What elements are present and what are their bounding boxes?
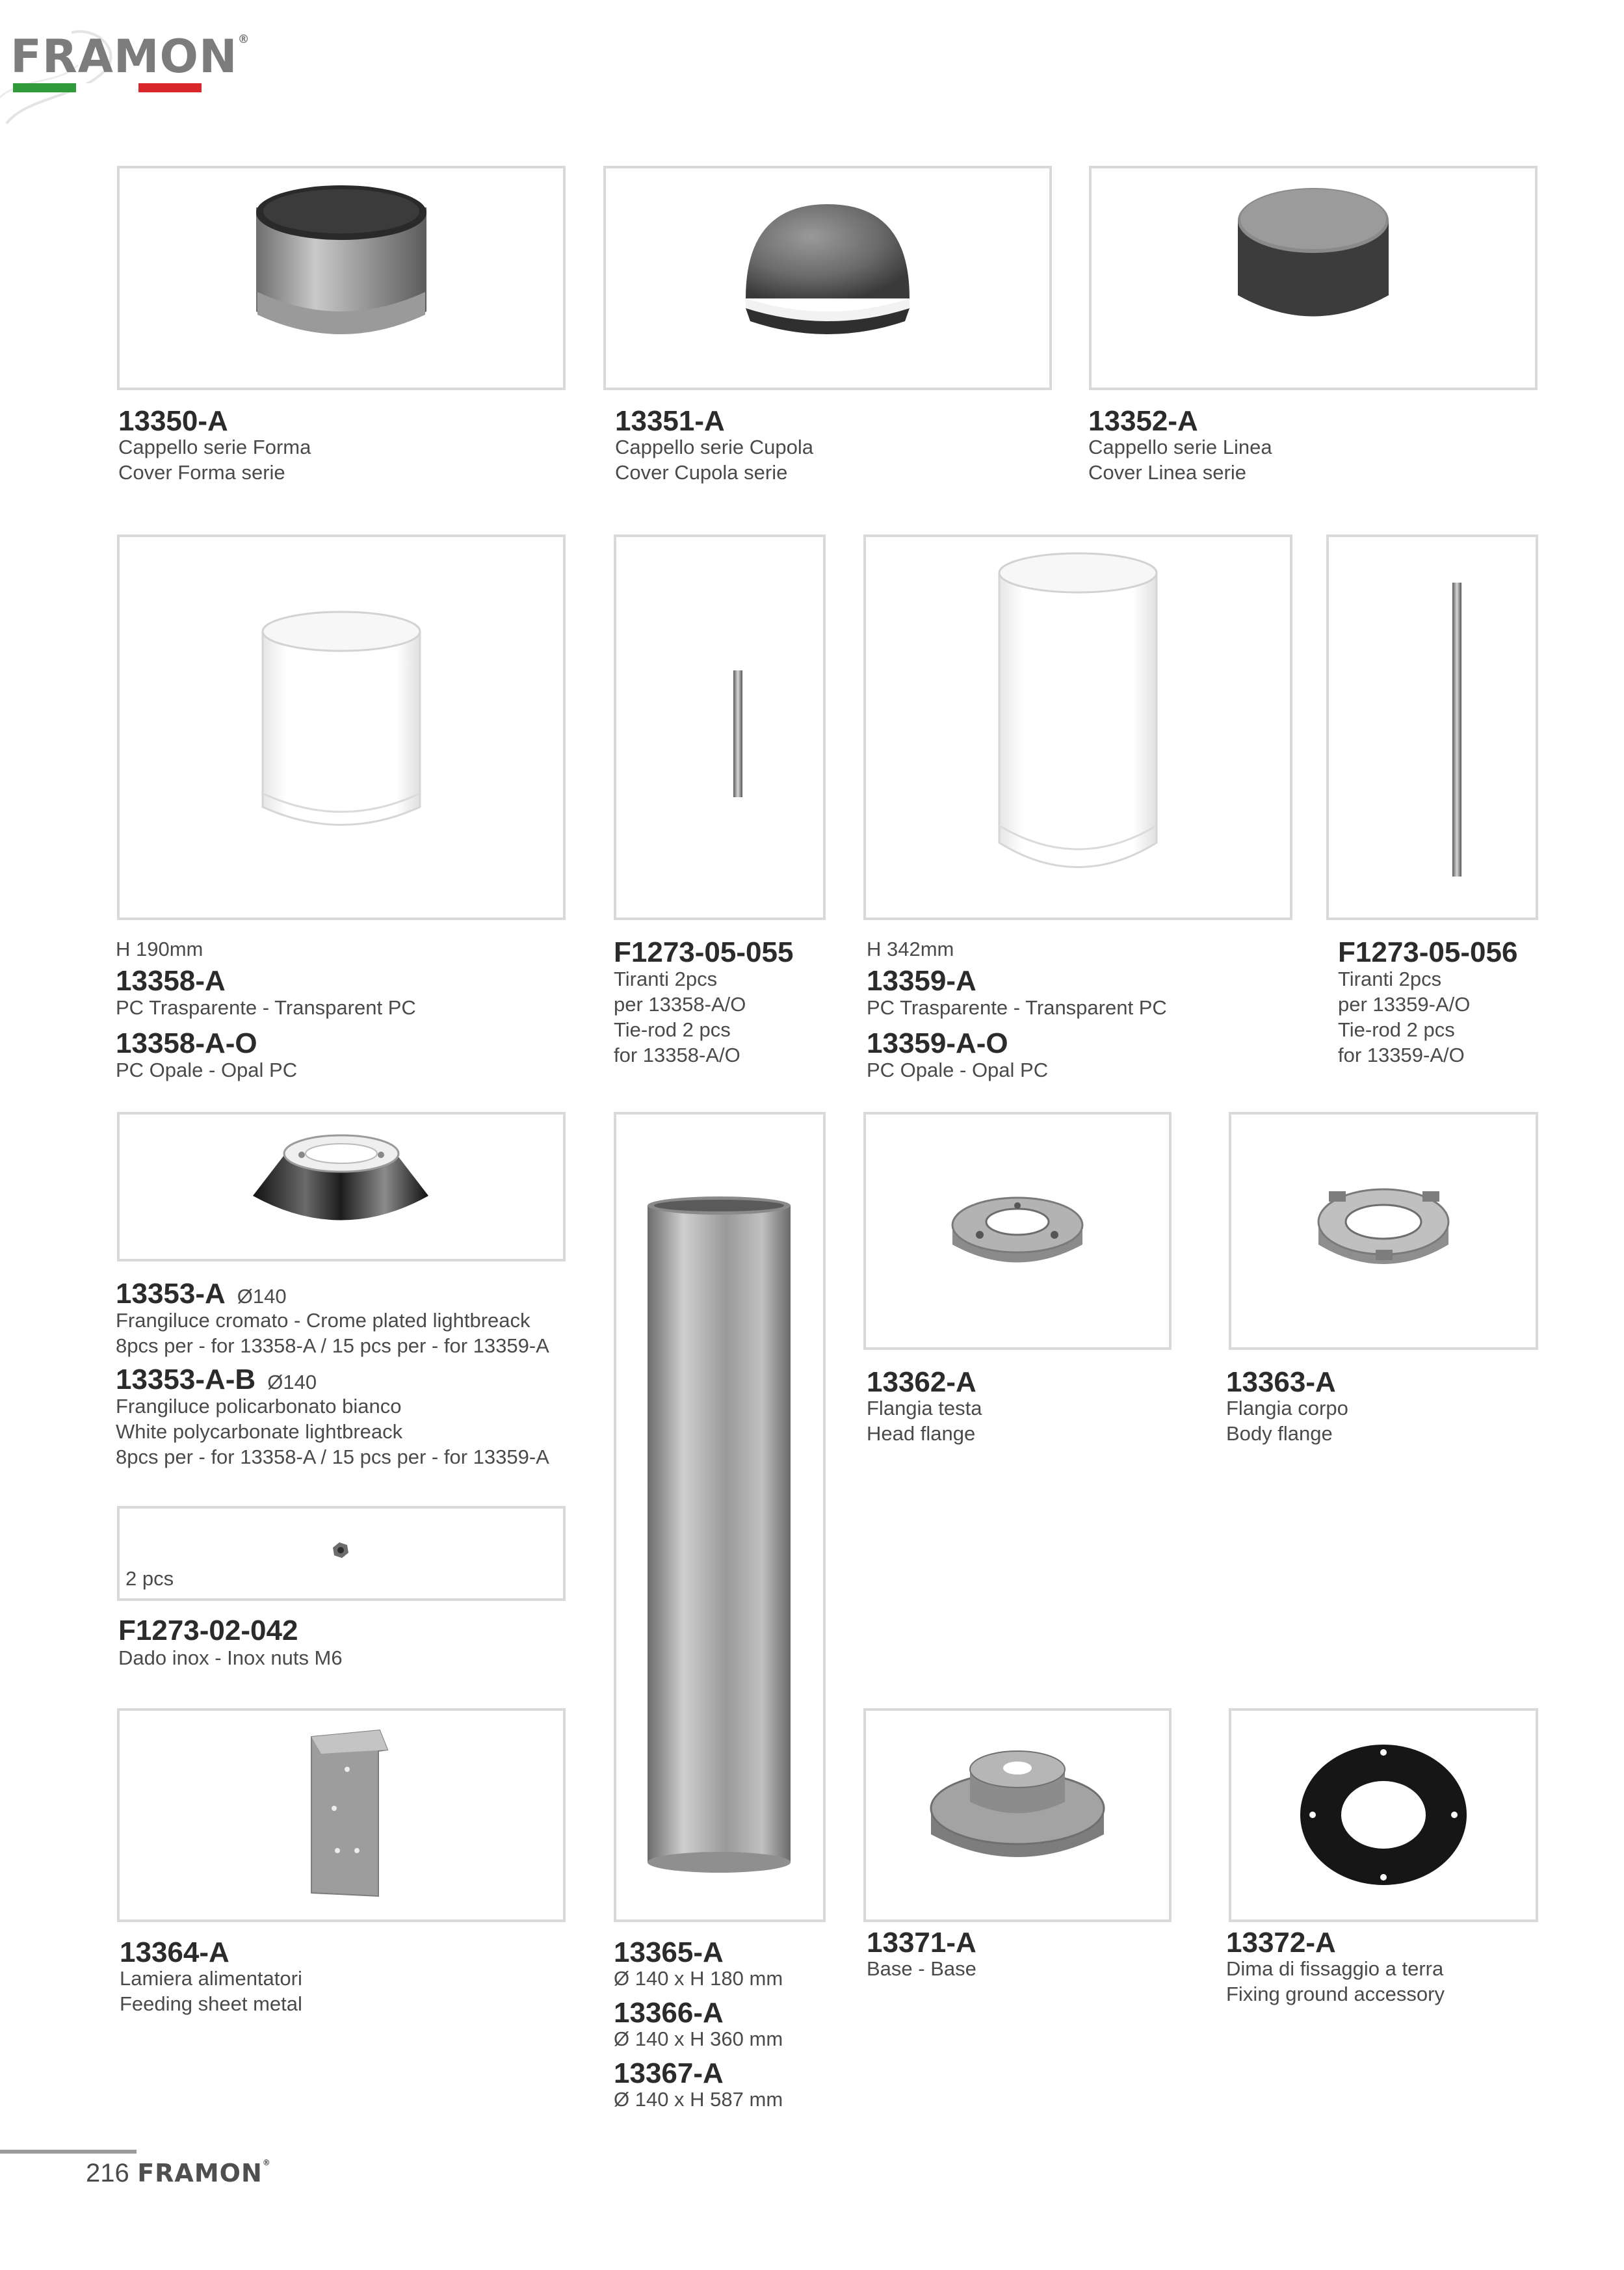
product-code: 13367-A: [614, 2057, 724, 2089]
product-code: 13364-A: [120, 1936, 229, 1968]
product-desc-line: 8pcs per - for 13358-A / 15 pcs per - for 13359-A: [116, 1445, 549, 1468]
product-diameter: Ø140: [267, 1371, 317, 1393]
forma-cap-icon: [120, 168, 563, 388]
product-code-opal: 13359-A-O: [867, 1027, 1008, 1059]
product-code-text: 13353-A-B: [116, 1364, 256, 1395]
product-code-b: [116, 1366, 317, 1394]
product-desc-line: for 13358-A/O: [614, 1044, 740, 1066]
product-desc-en: Fixing ground accessory: [1226, 1983, 1445, 2005]
product-code: 13351-A: [615, 405, 725, 437]
base-icon: [866, 1711, 1169, 1920]
product-image-13372: [1229, 1708, 1538, 1922]
product-code: F1273-05-056: [1338, 936, 1518, 968]
product-desc-it: Flangia corpo: [1226, 1397, 1348, 1419]
product-desc-line: White polycarbonate lightbreack: [116, 1420, 403, 1443]
product-image-13362: [863, 1112, 1172, 1350]
page-number: 216: [86, 2159, 129, 2187]
product-code: 13363-A: [1226, 1366, 1336, 1398]
ground-fixing-ring-icon: [1231, 1711, 1536, 1920]
product-desc-line: per 13358-A/O: [614, 993, 746, 1016]
product-desc-it: Lamiera alimentatori: [120, 1967, 302, 1990]
logo-registered-mark: ®: [237, 33, 250, 46]
product-desc: Ø 140 x H 360 mm: [614, 2027, 783, 2050]
product-image-13358: [117, 535, 566, 920]
product-desc-it: Dima di fissaggio a terra: [1226, 1957, 1444, 1980]
product-desc-en: Head flange: [867, 1422, 976, 1445]
product-desc-it: Flangia testa: [867, 1397, 982, 1419]
header-logo: [0, 0, 250, 130]
product-desc: PC Trasparente - Transparent PC: [867, 996, 1167, 1019]
product-height: H 342mm: [867, 938, 954, 960]
product-image-13365: [614, 1112, 826, 1922]
sheet-metal-icon: [120, 1711, 563, 1920]
product-code: F1273-05-055: [614, 936, 794, 968]
product-desc-line: Frangiluce cromato - Crome plated lightbreack: [116, 1309, 530, 1332]
product-diameter: Ø140: [237, 1285, 287, 1308]
product-desc-it: Cappello serie Linea: [1088, 436, 1272, 458]
product-desc-it: Cappello serie Cupola: [615, 436, 814, 458]
product-desc-line: for 13359-A/O: [1338, 1044, 1465, 1066]
product-image-13364: [117, 1708, 566, 1922]
product-image-F1273-02-042: [117, 1506, 566, 1601]
product-desc-line: per 13359-A/O: [1338, 993, 1471, 1016]
product-code: 13362-A: [867, 1366, 976, 1398]
product-code-text: 13353-A: [116, 1278, 226, 1310]
product-desc-en: Cover Linea serie: [1088, 461, 1246, 484]
product-code: 13371-A: [867, 1927, 976, 1959]
hex-nut-icon: [120, 1509, 563, 1598]
logo-brand-text: FRAMON: [10, 30, 238, 83]
product-code: 13358-A: [116, 965, 226, 997]
product-code: 13365-A: [614, 1936, 724, 1968]
product-desc-line: Frangiluce policarbonato bianco: [116, 1395, 402, 1418]
product-desc-line: Tiranti 2pcs: [1338, 968, 1442, 990]
product-image-F1273-05-055: [614, 535, 826, 920]
product-desc-en: Cover Forma serie: [118, 461, 285, 484]
footer: [86, 2159, 271, 2191]
product-code: 13350-A: [118, 405, 228, 437]
product-code: 13372-A: [1226, 1927, 1336, 1959]
product-desc: PC Trasparente - Transparent PC: [116, 996, 416, 1019]
product-code: F1273-02-042: [118, 1615, 298, 1646]
product-image-13350: [117, 166, 566, 390]
product-image-F1273-05-056: [1326, 535, 1538, 920]
body-flange-icon: [1231, 1115, 1536, 1347]
product-image-13363: [1229, 1112, 1538, 1350]
product-desc-opal: PC Opale - Opal PC: [116, 1059, 298, 1081]
tie-rod-icon: [616, 537, 823, 917]
product-desc-line: Tie-rod 2 pcs: [1338, 1018, 1455, 1041]
footer-brand: [137, 2159, 271, 2187]
logo-flag-stripe: [13, 83, 202, 92]
product-desc-opal: PC Opale - Opal PC: [867, 1059, 1049, 1081]
transparent-cylinder-icon: [120, 537, 563, 917]
product-desc-line: 8pcs per - for 13358-A / 15 pcs per - for 13359-A: [116, 1334, 549, 1357]
product-code: [116, 1280, 287, 1308]
lightbreak-ring-icon: [120, 1115, 563, 1259]
product-desc-en: Cover Cupola serie: [615, 461, 788, 484]
head-flange-icon: [866, 1115, 1169, 1347]
product-quantity: 2 pcs: [125, 1567, 174, 1590]
product-desc-line: Tiranti 2pcs: [614, 968, 718, 990]
cupola-cap-icon: [606, 168, 1049, 388]
tube-icon: [616, 1115, 823, 1920]
product-desc: Ø 140 x H 587 mm: [614, 2088, 783, 2111]
product-image-13353: [117, 1112, 566, 1261]
product-code: 13366-A: [614, 1997, 724, 2029]
product-desc-en: Feeding sheet metal: [120, 1992, 302, 2015]
linea-cap-icon: [1092, 168, 1535, 388]
product-code: 13359-A: [867, 965, 976, 997]
transparent-tall-cylinder-icon: [866, 537, 1290, 917]
footer-brand-text: FRAMON: [137, 2159, 263, 2187]
product-image-13371: [863, 1708, 1172, 1922]
footer-registered-mark: ®: [262, 2158, 271, 2167]
product-height: H 190mm: [116, 938, 203, 960]
product-desc-en: Body flange: [1226, 1422, 1333, 1445]
product-desc: Dado inox - Inox nuts M6: [118, 1646, 343, 1669]
product-desc: Base - Base: [867, 1957, 976, 1980]
product-image-13351: [603, 166, 1052, 390]
product-desc-line: Tie-rod 2 pcs: [614, 1018, 731, 1041]
product-code: 13352-A: [1088, 405, 1198, 437]
footer-rule: [0, 2150, 137, 2154]
product-code-opal: 13358-A-O: [116, 1027, 257, 1059]
product-image-13352: [1089, 166, 1538, 390]
product-desc-it: Cappello serie Forma: [118, 436, 311, 458]
product-image-13359: [863, 535, 1292, 920]
product-desc: Ø 140 x H 180 mm: [614, 1967, 783, 1990]
long-tie-rod-icon: [1329, 537, 1536, 917]
